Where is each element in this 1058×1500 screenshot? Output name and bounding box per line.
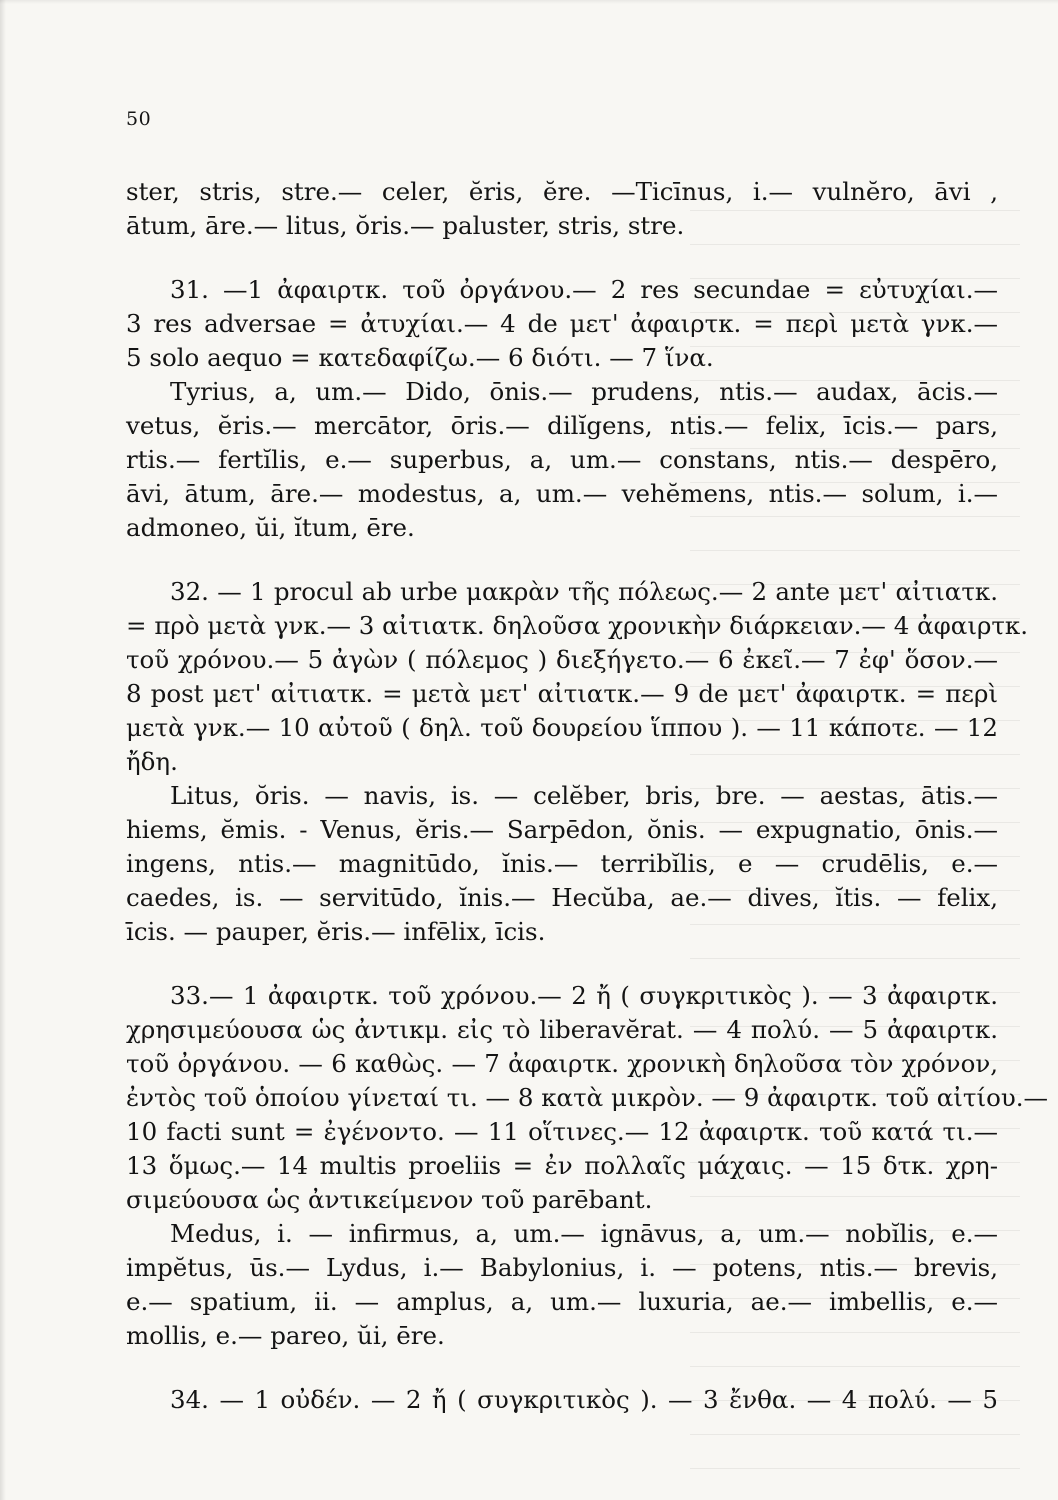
vocabulary-line: caedes, is. — servitūdo, ĭnis.— Hecŭba, ae.— dives, ĭtis. — felix, bbox=[126, 883, 998, 912]
body-text bbox=[126, 175, 1049, 1417]
text-line: τοῦ ὀργάνου. — 6 καθὼς. — 7 ἀφαιρτκ. χρονικὴ δηλοῦσα τὸν χρόνον, bbox=[126, 1049, 998, 1078]
vocabulary-line: āvi, ātum, āre.— modestus, a, um.— vehĕmens, ntis.— solum, i.— bbox=[126, 479, 998, 508]
text-line: 13 ὅμως.— 14 multis proeliis = ἐν πολλαῖς μάχαις. — 15 δτκ. χρη- bbox=[126, 1151, 998, 1180]
vocabulary-line: ingens, ntis.— magnitūdo, ĭnis.— terribĭlis, e — crudēlis, e.— bbox=[126, 849, 998, 878]
section-31-line: 31. —1 ἀφαιρτκ. τοῦ ὀργάνου.— 2 res secundae = εὐτυχίαι.— bbox=[170, 275, 998, 304]
text-line: ἐντὸς τοῦ ὁποίου γίνεταί τι. — 8 κατὰ μικρὸν. — 9 ἀφαιρτκ. τοῦ αἰτίου.— bbox=[126, 1083, 1049, 1112]
text-line: 10 facti sunt = ἐγένοντο. — 11 οἵτινες.— 12 ἀφαιρτκ. τοῦ κατά τι.— bbox=[126, 1117, 998, 1146]
text-line: ātum, āre.— litus, ŏris.— paluster, stris, stre. bbox=[126, 211, 685, 240]
text-line: ster, stris, stre.— celer, ĕris, ĕre. —Ticīnus, i.— vulnĕro, āvi , bbox=[126, 177, 998, 206]
page-number: 50 bbox=[126, 108, 152, 130]
text-line: 5 solo aequo = κατεδαφίζω.— 6 διότι. — 7 ἵνα. bbox=[126, 343, 714, 372]
vocabulary-line: e.— spatium, ii. — amplus, a, um.— luxuria, ae.— imbellis, e.— bbox=[126, 1287, 998, 1316]
text-line: = πρὸ μετὰ γνκ.— 3 αἰτιατκ. δηλοῦσα χρονικὴν διάρκειαν.— 4 ἀφαιρτκ. bbox=[126, 611, 1029, 640]
vocabulary-line: īcis. — pauper, ĕris.— infēlix, īcis. bbox=[126, 917, 546, 946]
vocabulary-line: Medus, i. — infirmus, a, um.— ignāvus, a, um.— nobĭlis, e.— bbox=[170, 1219, 998, 1248]
vocabulary-line: vetus, ĕris.— mercātor, ōris.— dilĭgens, ntis.— felix, īcis.— pars, bbox=[126, 411, 998, 440]
section-32-line: 32. — 1 procul ab urbe μακρὰν τῆς πόλεως.— 2 ante μετ' αἰτιατκ. bbox=[170, 577, 998, 606]
vocabulary-line: admoneo, ŭi, ĭtum, ēre. bbox=[126, 513, 415, 542]
text-line: μετὰ γνκ.— 10 αὐτοῦ ( δηλ. τοῦ δουρείου ἵππου ). — 11 κάποτε. — 12 bbox=[126, 713, 998, 742]
vocabulary-line: mollis, e.— pareo, ŭi, ēre. bbox=[126, 1321, 445, 1350]
paragraph-gap bbox=[126, 545, 998, 575]
section-33-line: 33.— 1 ἀφαιρτκ. τοῦ χρόνου.— 2 ἤ ( συγκριτικὸς ). — 3 ἀφαιρτκ. bbox=[170, 981, 998, 1010]
text-line: τοῦ χρόνου.— 5 ἀγὼν ( πόλεμος ) διεξήγετο.— 6 ἐκεῖ.— 7 ἐφ' ὅσον.— bbox=[126, 645, 998, 674]
section-34-line: 34. — 1 οὐδέν. — 2 ἤ ( συγκριτικὸς ). — 3 ἔνθα. — 4 πολύ. — 5 bbox=[170, 1385, 998, 1414]
paragraph-gap bbox=[126, 949, 998, 979]
text-line: ἤδη. bbox=[126, 747, 178, 776]
paragraph-gap bbox=[126, 243, 998, 273]
vocabulary-line: rtis.— fertĭlis, e.— superbus, a, um.— constans, ntis.— despēro, bbox=[126, 445, 998, 474]
vocabulary-line: Litus, ŏris. — navis, is. — celĕber, bris, bre. — aestas, ātis.— bbox=[170, 781, 998, 810]
vocabulary-line: hiems, ĕmis. - Venus, ĕris.— Sarpēdon, ŏnis. — expugnatio, ōnis.— bbox=[126, 815, 998, 844]
text-line: σιμεύουσα ὡς ἀντικείμενον τοῦ parēbant. bbox=[126, 1185, 653, 1214]
text-line: χρησιμεύουσα ὡς ἀντικμ. εἰς τὸ liberavĕrat. — 4 πολύ. — 5 ἀφαιρτκ. bbox=[126, 1015, 998, 1044]
vocabulary-line: Tyrius, a, um.— Dido, ōnis.— prudens, ntis.— audax, ācis.— bbox=[170, 377, 998, 406]
paragraph-gap bbox=[126, 1353, 998, 1383]
text-line: 8 post μετ' αἰτιατκ. = μετὰ μετ' αἰτιατκ.— 9 de μετ' ἀφαιρτκ. = περὶ bbox=[126, 679, 998, 708]
vocabulary-line: impĕtus, ūs.— Lydus, i.— Babylonius, i. — potens, ntis.— brevis, bbox=[126, 1253, 998, 1282]
text-line: 3 res adversae = ἀτυχίαι.— 4 de μετ' ἀφαιρτκ. = περὶ μετὰ γνκ.— bbox=[126, 309, 998, 338]
